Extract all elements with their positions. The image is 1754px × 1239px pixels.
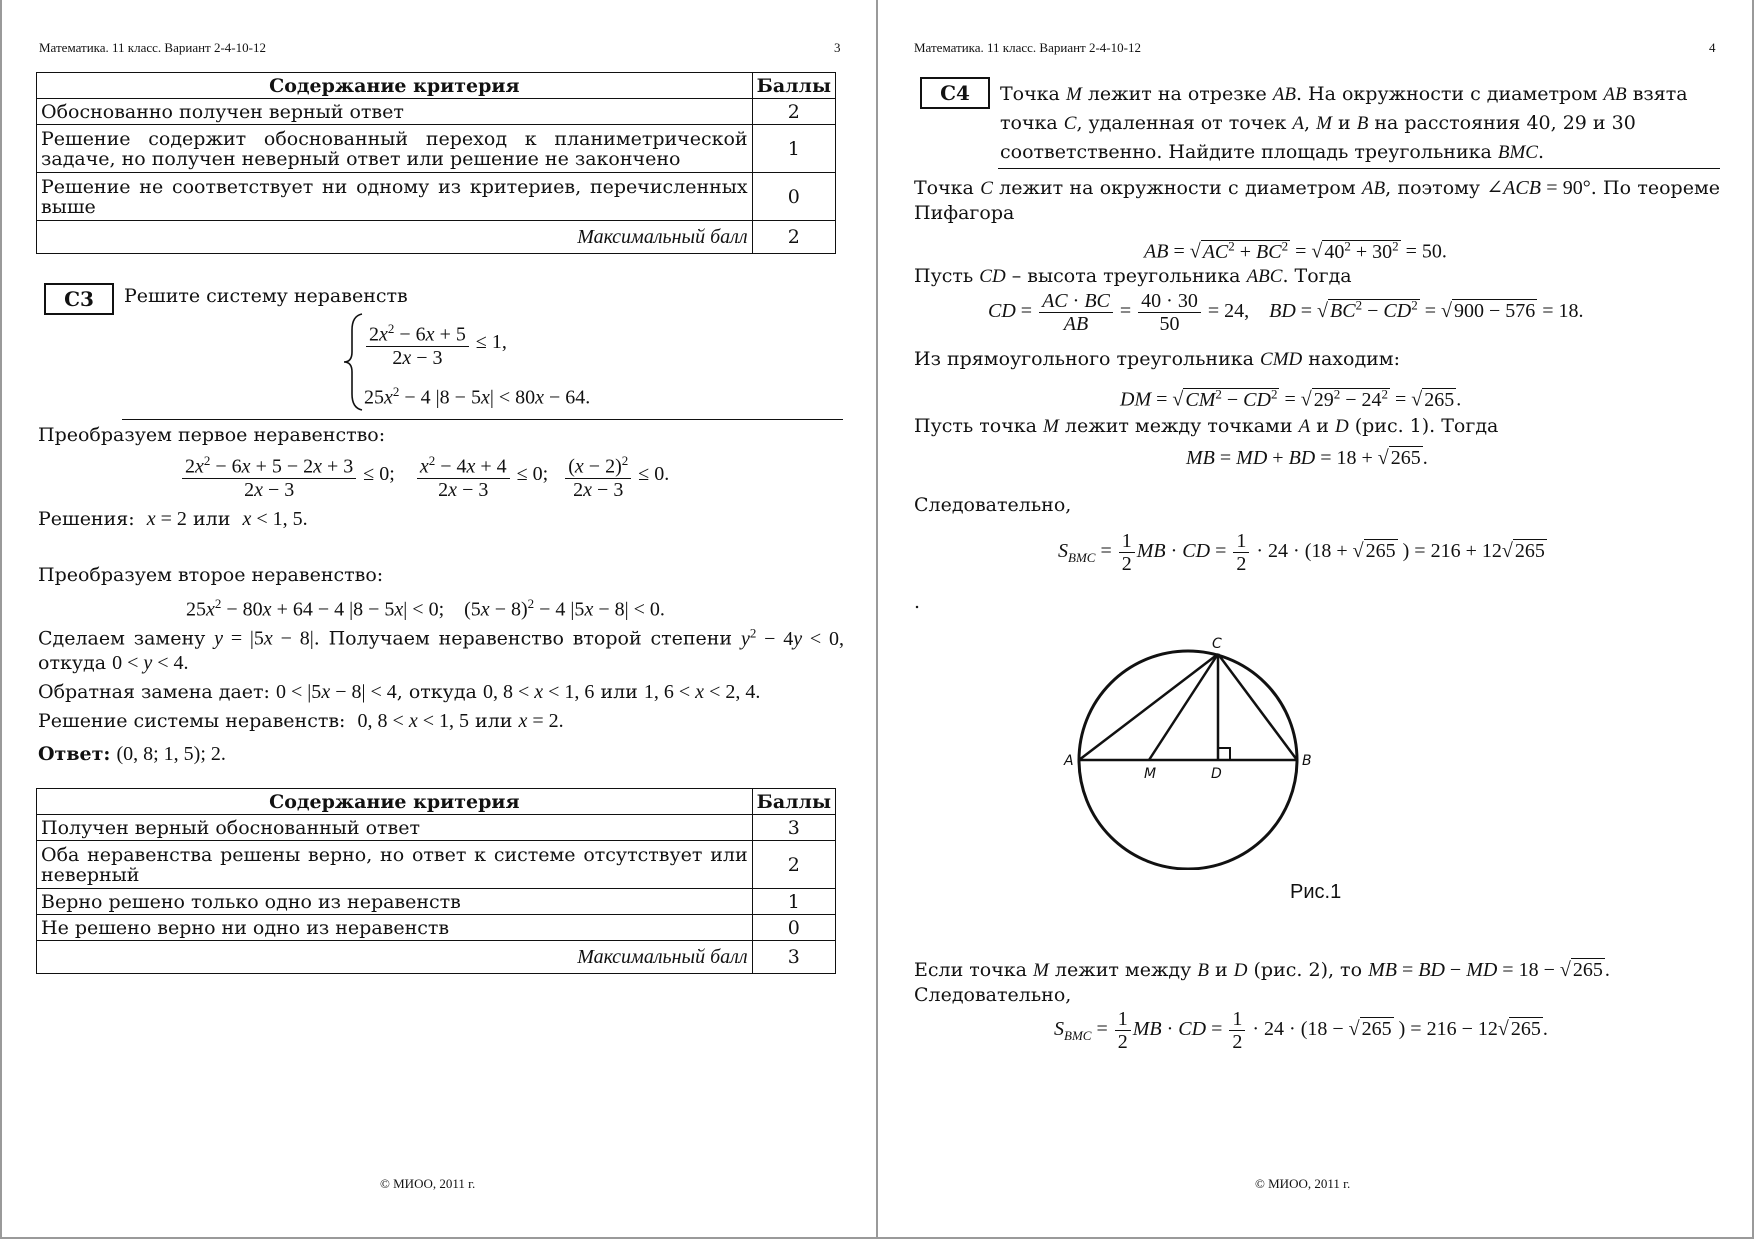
c4-if-m: Если точка M лежит между B и D (рис. 2), то MB = BD − MD = 18 − √ 265 .: [914, 959, 1610, 981]
max-score-label: Максимальный балл: [37, 221, 753, 254]
table-row: [37, 889, 836, 915]
c4-let-cd: Пусть CD – высота треугольника ABC. Тогда: [914, 265, 1352, 287]
table-row: [37, 173, 836, 221]
criteria-table-2: [36, 788, 836, 974]
criteria-table-1: [36, 72, 836, 254]
c3-second-transform: $25x^2 - 80x + 64 - 4$ |8 − 5x| < 0; $(5x - 8)^2 - 4$ |5x − 8| < 0.: [186, 596, 665, 621]
criteria-points: 2: [752, 841, 835, 889]
table-row-max: [37, 221, 836, 254]
c4-eq-dm: DM = √ $CM^2 - CD^2$ = √ $29^2 - 24^2$ = √ 265 .: [1120, 386, 1462, 411]
task-separator: [122, 419, 843, 420]
c4-eq-mb: MB = MD + BD = 18 + √ 265 .: [1186, 447, 1428, 469]
page-number: 4: [1709, 40, 1716, 55]
label-b: B: [1302, 753, 1312, 769]
label-m: M: [1144, 766, 1157, 782]
criteria-text: Верно решено только одно из неравенств: [37, 889, 753, 915]
table-header-points: Баллы: [752, 789, 835, 815]
c4-triangle-cmd: Из прямоугольного треугольника CMD находим:: [914, 348, 1400, 370]
page-header: Математика. 11 класс. Вариант 2-4-10-12: [39, 40, 266, 55]
page-footer: © МИОО, 2011 г.: [380, 1176, 476, 1191]
c4-solution-line-2: Пифагора: [914, 202, 1015, 224]
table-row: [37, 125, 836, 173]
c3-substitution: Сделаем замену y = |5x − 8|. Получаем неравенство второй степени $y^2 - 4y < 0$,: [38, 625, 845, 650]
figure-1: [1048, 630, 1328, 870]
c4-hence-2: Следовательно,: [914, 984, 1072, 1006]
c3-second-heading: Преобразуем второе неравенство:: [38, 564, 384, 586]
table-header-points: Баллы: [752, 73, 835, 99]
c4-task-line-3: соответственно. Найдите площадь треугольника BMC.: [1000, 141, 1545, 163]
table-row-max: [37, 941, 836, 974]
max-score-value: 2: [752, 221, 835, 254]
criteria-text: Решение содержит обоснованный переход к планиметрической задаче, но получен неверный ответ или решение не закончено: [37, 125, 753, 173]
c4-hence-1: Следовательно,: [914, 494, 1072, 516]
task-separator: [998, 168, 1720, 169]
c4-eq-area-1: $S_{BMC}$ = $\frac{1}{2}$ MB · CD = $\frac{1}{2}$ · 24 · (18 + √ 265 ) = 216 + 12√ 265: [1058, 530, 1545, 575]
c4-let-m: Пусть точка M лежит между точками A и D (рис. 1). Тогда: [914, 415, 1499, 437]
table-row: [37, 841, 836, 889]
criteria-text: Решение не соответствует ни одному из критериев, перечисленных выше: [37, 173, 753, 221]
criteria-points: 0: [752, 173, 835, 221]
c3-first-heading: Преобразуем первое неравенство:: [38, 424, 386, 446]
c3-task-text: Решите систему неравенств: [124, 285, 408, 307]
criteria-points: 1: [752, 889, 835, 915]
criteria-points: 1: [752, 125, 835, 173]
c3-system-solution: Решение системы неравенств: 0, 8 < x < 1, 5 или x = 2.: [38, 710, 564, 732]
table-row: [37, 915, 836, 941]
c4-task-line-2: точка C, удаленная от точек A, M и B на расстояния 40, 29 и 30: [1000, 112, 1636, 134]
c4-eq-area-2: $S_{BMC}$ = $\frac{1}{2}$ MB · CD = $\frac{1}{2}$ · 24 · (18 − √ 265 ) = 216 − 12√ 265 .: [1054, 1008, 1548, 1053]
side-ac: [1079, 654, 1218, 760]
figure-caption: Рис.1: [1290, 881, 1342, 903]
max-score-label: Максимальный балл: [37, 941, 753, 974]
c3-first-transform: $\frac{2x^2 - 6x + 5 - 2x + 3}{2x - 3}$ ≤ 0; $\frac{x^2 - 4x + 4}{2x - 3}$ ≤ 0; $\frac{(x - 2)^2}{2x - 3}$ ≤ 0.: [180, 450, 669, 501]
task-label-c3: C3: [44, 283, 114, 315]
criteria-points: 2: [752, 99, 835, 125]
label-d: D: [1211, 766, 1222, 782]
page-number: 3: [834, 40, 841, 55]
criteria-text: Обоснованно получен верный ответ: [37, 99, 753, 125]
system-eq-2: $25x^2 - 4$ |8 − 5x| < 80x − 64.: [364, 384, 591, 409]
table-row: [37, 99, 836, 125]
page-4: [877, 0, 1754, 1239]
criteria-text: Получен верный обоснованный ответ: [37, 815, 753, 841]
system-eq-1: $\frac{2x^2 - 6x + 5}{2x - 3}$ ≤ 1,: [364, 318, 507, 369]
c4-eq-ab: AB = √ $AC^2 + BC^2$ = √ $40^2 + 30^2 = 50$.: [1144, 238, 1447, 263]
table-row: [37, 815, 836, 841]
page-header: Математика. 11 класс. Вариант 2-4-10-12: [914, 40, 1141, 55]
side-bc: [1218, 654, 1297, 760]
c3-reverse: Обратная замена дает: 0 < |5x − 8| < 4, откуда 0, 8 < x < 1, 6 или 1, 6 < x < 2, 4.: [38, 681, 761, 703]
label-c: C: [1212, 636, 1222, 652]
right-angle-icon: [1218, 748, 1230, 760]
c4-dot: .: [914, 591, 921, 613]
segment-cm: [1149, 654, 1218, 760]
criteria-text: Не решено верно ни одно из неравенств: [37, 915, 753, 941]
c4-task-line-1: Точка M лежит на отрезке AB. На окружности с диаметром AB взята: [1000, 83, 1688, 105]
max-score-value: 3: [752, 941, 835, 974]
table-header-criteria: Содержание критерия: [37, 789, 753, 815]
criteria-points: 3: [752, 815, 835, 841]
criteria-points: 0: [752, 915, 835, 941]
table-header-criteria: Содержание критерия: [37, 73, 753, 99]
c4-eq-cd-bd: CD = $\frac{AC \cdot BC}{AB}$ = $\frac{40 \cdot 30}{50}$ = 24, BD = √ $BC^2 - CD^2$ = √ 900 − 576 = 18.: [988, 290, 1584, 335]
system-brace-icon: [342, 312, 366, 412]
c3-answer: Ответ: (0, 8; 1, 5); 2.: [38, 743, 226, 765]
criteria-text: Оба неравенства решены верно, но ответ к системе отсутствует или неверный: [37, 841, 753, 889]
task-label-c4: C4: [920, 77, 990, 109]
label-a: A: [1064, 753, 1074, 769]
page-footer: © МИОО, 2011 г.: [1255, 1176, 1351, 1191]
c3-solutions: Решения: x = 2 или x < 1, 5.: [38, 508, 308, 530]
c3-whence: откуда 0 < y < 4.: [38, 652, 189, 674]
c4-solution-line-1: Точка C лежит на окружности с диаметром AB, поэтому ∠ACB = 90°. По теореме: [914, 177, 1720, 199]
